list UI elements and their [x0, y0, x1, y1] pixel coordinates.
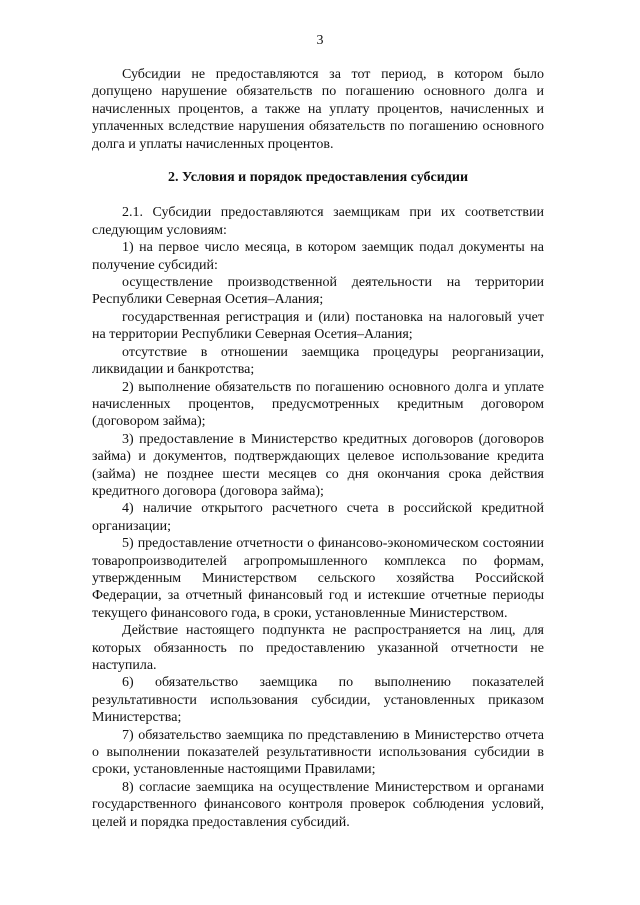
condition-6: 6) обязательство заемщика по выполнению показателей результативности использования субсидии, установленных приказом Министерства; [92, 675, 544, 726]
condition-5-note: Действие настоящего подпункта не распространяется на лиц, для которых обязанность по предоставлению указанной отчетности не наступила. [92, 623, 544, 673]
document-body [92, 66, 544, 831]
condition-4: 4) наличие открытого расчетного счета в российской кредитной организации; [92, 501, 544, 534]
condition-1-a: осуществление производственной деятельности на территории Республики Северная Осетия–Алания; [92, 275, 544, 308]
condition-8: 8) согласие заемщика на осуществление Министерством и органами государственного финансового контроля проверок соблюдения условий, целей и порядка предоставления субсидий. [92, 779, 544, 830]
paragraph-2-1: 2.1. Субсидии предоставляются заемщикам при их соответствии следующим условиям: [92, 205, 544, 238]
intro-paragraph: Субсидии не предоставляются за тот период, в котором было допущено нарушение обязательств по погашению основного долга и начисленных процентов, а также на уплату процентов, начисленных и уплаченных вследствие нарушения обязательств по погашению основного долга и уплаты начисленных процентов. [92, 67, 544, 152]
page-number: 3 [316, 33, 324, 48]
condition-2: 2) выполнение обязательств по погашению основного долга и уплате начисленных процентов, предусмотренных кредитным договором (договором займа); [92, 379, 544, 430]
condition-7: 7) обязательство заемщика по представлению в Министерство отчета о выполнении показателей результативности использования субсидии в сроки, установленные настоящими Правилами; [92, 727, 544, 778]
condition-1: 1) на первое число месяца, в котором заемщик подал документы на получение субсидий: [92, 240, 544, 273]
condition-3: 3) предоставление в Министерство кредитных договоров (договоров займа) и документов, подтверждающих целевое использование кредита (займа) не позднее шести месяцев со дня окончания срока действия кредитного договора (договора займа); [92, 431, 544, 499]
condition-5: 5) предоставление отчетности о финансово-экономическом состоянии товаропроизводителей агропромышленного комплекса по формам, утвержденным Министерством сельского хозяйства Российской Федерации, за отчетный финансовый год и истекшие отчетные периоды текущего финансового года, в сроки, установленные Министерством. [92, 536, 544, 621]
condition-1-c: отсутствие в отношении заемщика процедуры реорганизации, ликвидации и банкротства; [92, 344, 544, 378]
section-heading: 2. Условия и порядок предоставления субсидии [167, 170, 469, 186]
condition-1-b: государственная регистрация и (или) постановка на налоговый учет на территории Республики Северная Осетия–Алания; [92, 309, 544, 343]
